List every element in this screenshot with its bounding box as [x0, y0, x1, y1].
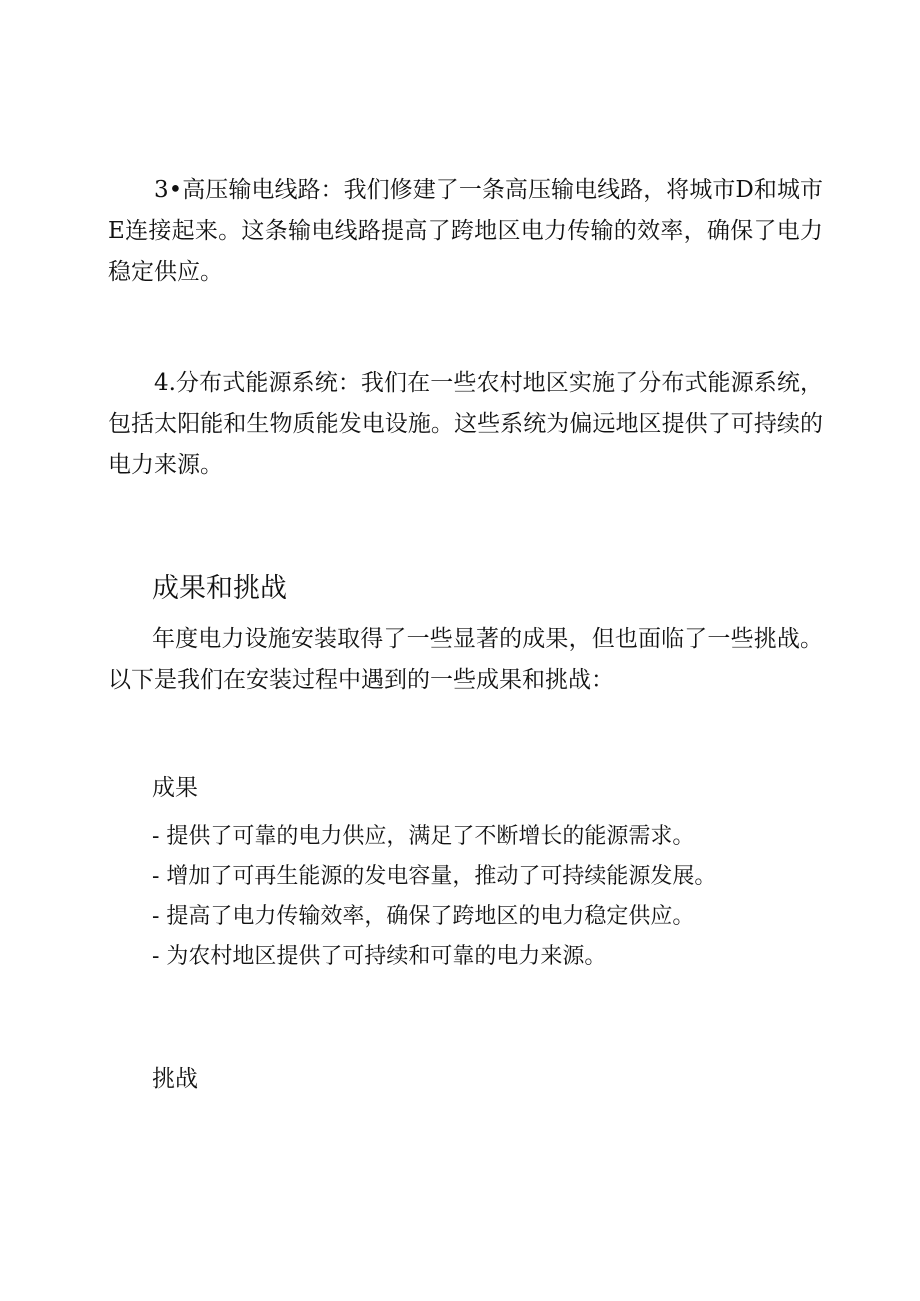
paragraph-distributed-energy: 4.分布式能源系统：我们在一些农村地区实施了分布式能源系统，包括太阳能和生物质能发电设施。这些系统为偏远地区提供了可持续的电力来源。	[108, 370, 823, 478]
results-list	[152, 817, 832, 977]
paragraph-intro: 年度电力设施安装取得了一些显著的成果，但也面临了一些挑战。以下是我们在安装过程中遇到的一些成果和挑战：	[108, 626, 823, 693]
list-item: - 为农村地区提供了可持续和可靠的电力来源。	[152, 944, 607, 969]
section-heading-results-and-challenges: 成果和挑战	[152, 573, 287, 604]
subheading-results: 成果	[152, 775, 198, 801]
list-item: - 提供了可靠的电力供应，满足了不断增长的能源需求。	[152, 824, 695, 849]
paragraph-high-voltage-line: 3•高压输电线路：我们修建了一条高压输电线路，将城市D和城市E连接起来。这条输电线路提高了跨地区电力传输的效率，确保了电力稳定供应。	[108, 177, 823, 285]
list-item: - 提高了电力传输效率，确保了跨地区的电力稳定供应。	[152, 904, 695, 929]
subheading-challenges: 挑战	[152, 1066, 198, 1092]
list-item: - 增加了可再生能源的发电容量，推动了可持续能源发展。	[152, 864, 717, 889]
